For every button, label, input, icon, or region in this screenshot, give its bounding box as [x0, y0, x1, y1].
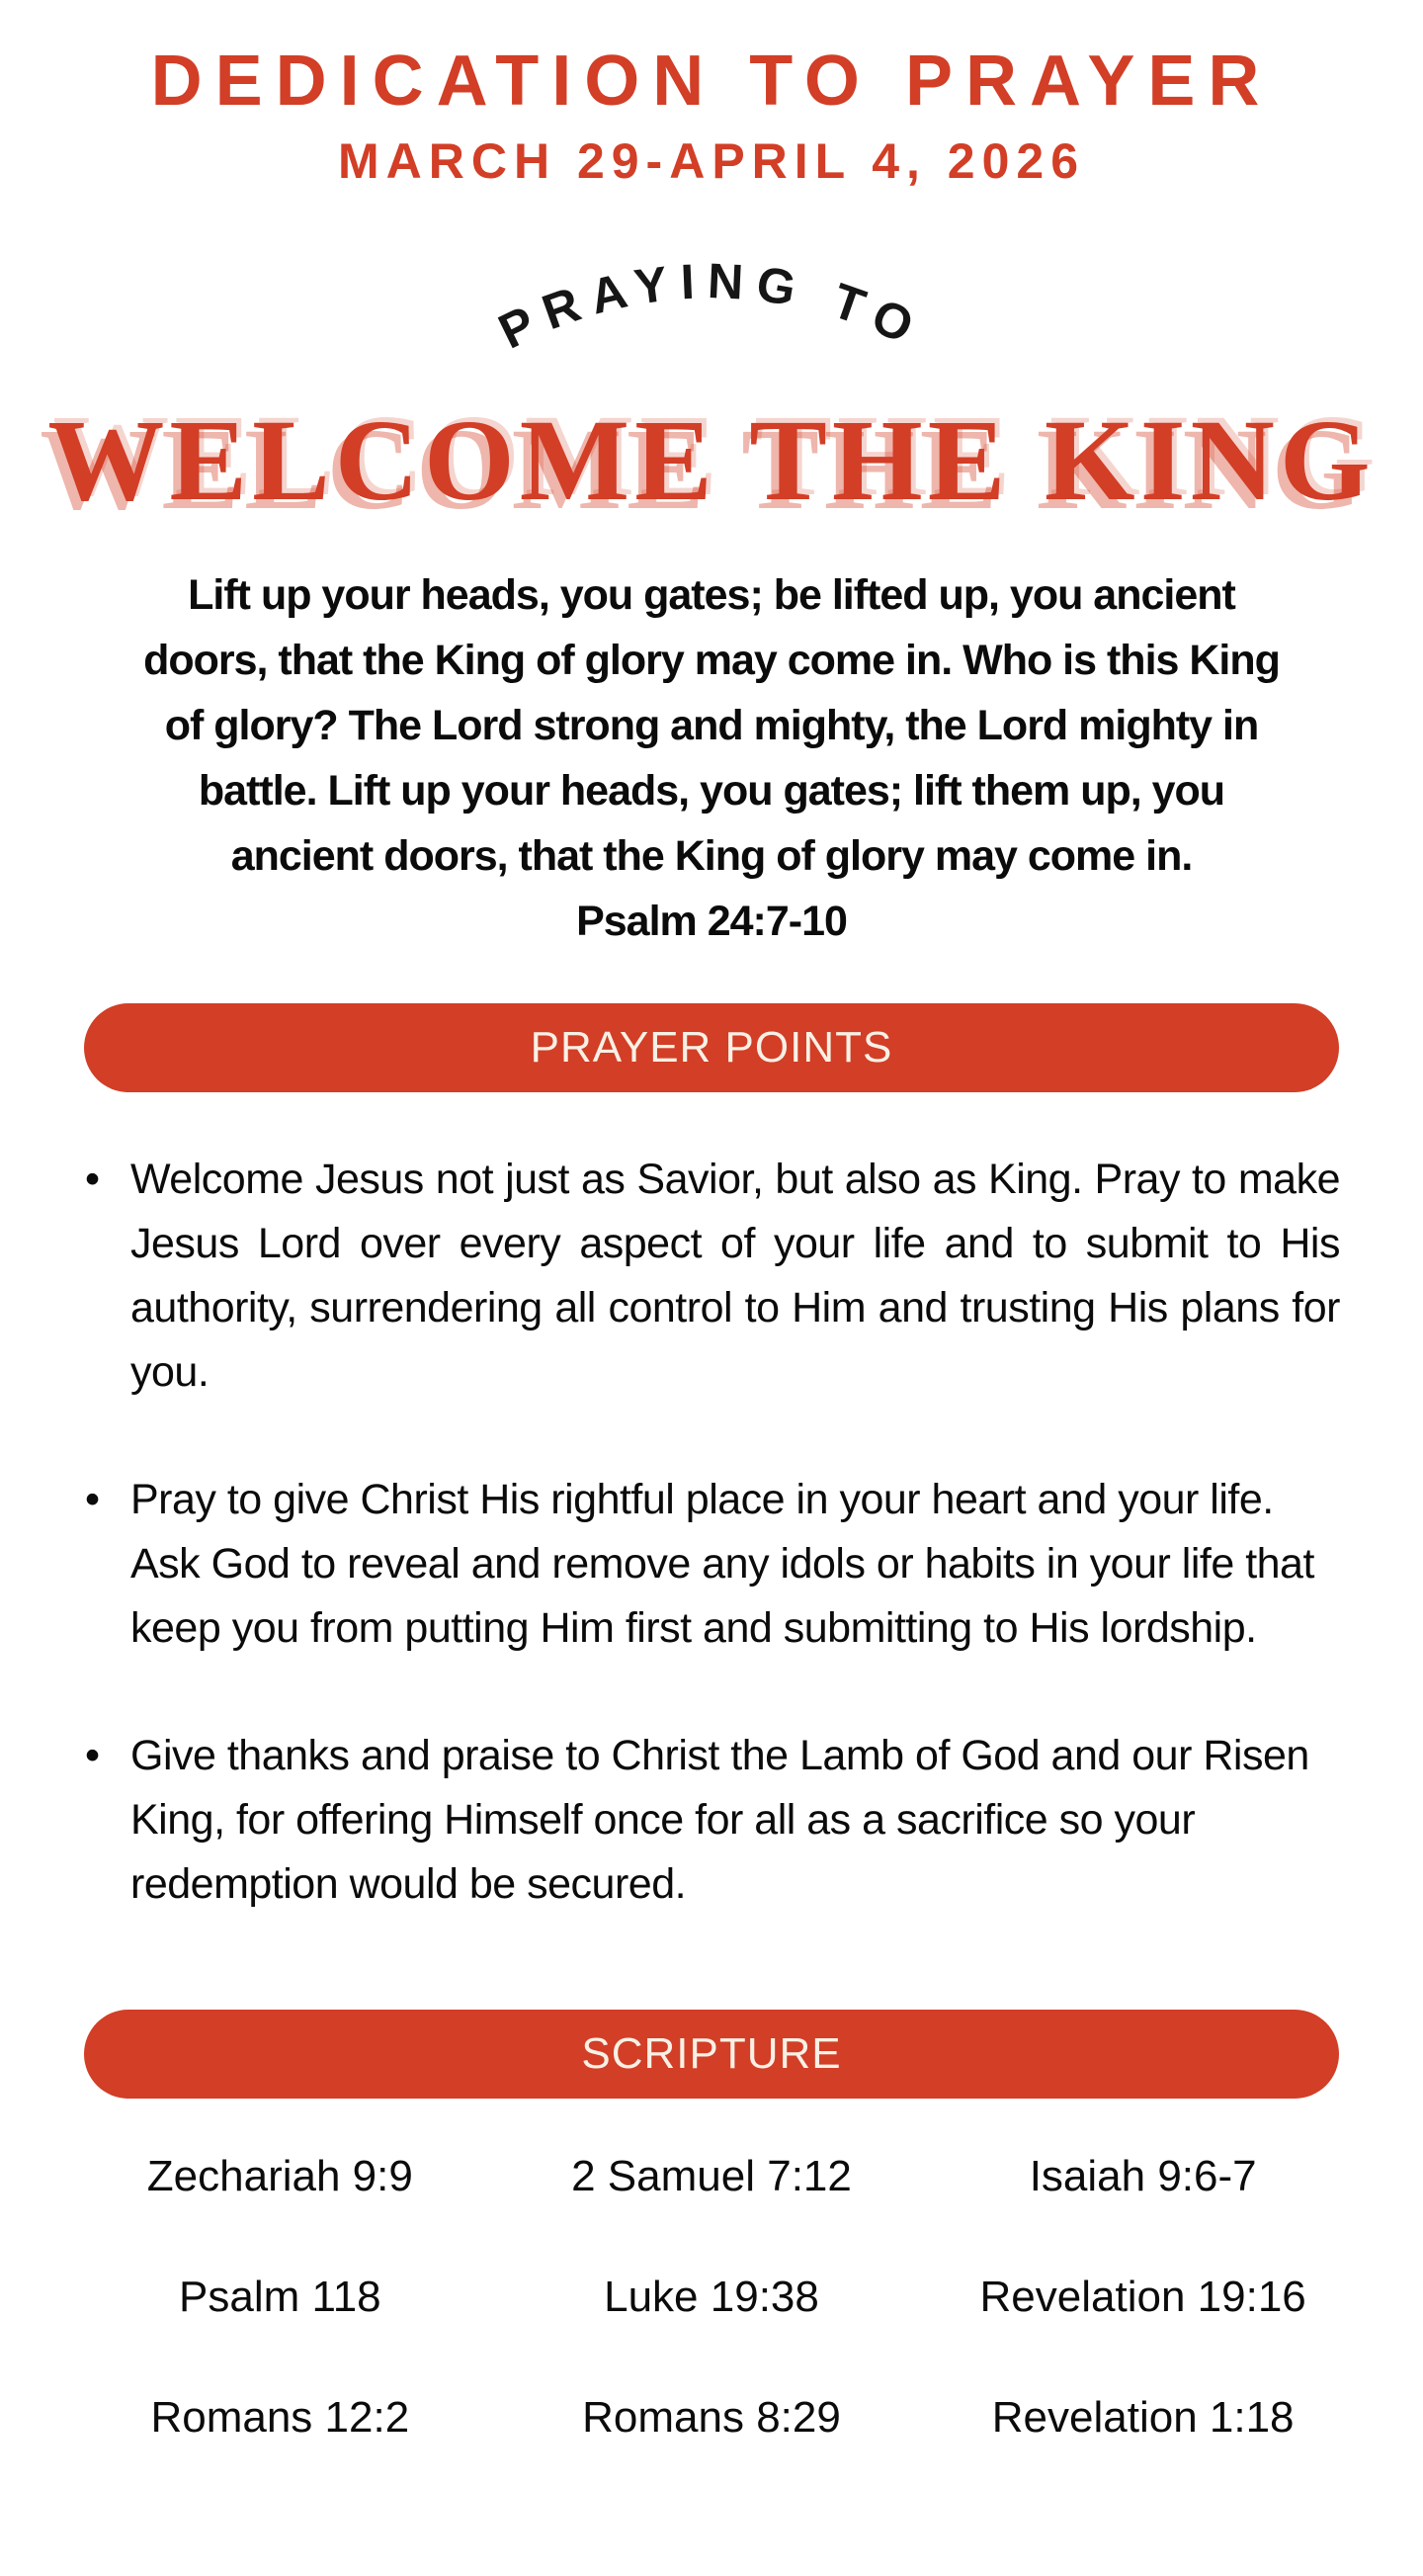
- quote-line: Lift up your heads, you gates; be lifted up, you ancient: [188, 571, 1235, 619]
- scripture-quote: [0, 562, 1423, 954]
- main-heading: WELCOME THE KING: [47, 395, 1376, 525]
- quote-line: ancient doors, that the King of glory may come in.: [230, 832, 1193, 880]
- page-title: DEDICATION TO PRAYER: [150, 42, 1273, 121]
- scripture-ref: Romans 8:29: [582, 2393, 841, 2442]
- page-subtitle: MARCH 29-APRIL 4, 2026: [337, 133, 1086, 189]
- scripture-ref: Luke 19:38: [604, 2273, 819, 2321]
- arc-text: PRAYING TO: [490, 252, 933, 360]
- prayer-points-list: [83, 1148, 1340, 1917]
- scripture-ref: Romans 12:2: [150, 2393, 410, 2442]
- scripture-ref: Revelation 19:16: [979, 2273, 1306, 2321]
- quote-line: battle. Lift up your heads, you gates; lift them up, you: [198, 767, 1225, 815]
- scripture-ref: Zechariah 9:9: [146, 2152, 413, 2200]
- prayer-point-item: • Pray to give Christ His rightful place in your heart and your life. Ask God to reveal and remove any idols or habits in your life that keep you from putting Him first and submitting to His lordship.: [83, 1468, 1340, 1661]
- quote-line: of glory? The Lord strong and mighty, the Lord mighty in: [164, 702, 1259, 749]
- quote-reference: Psalm 24:7-10: [576, 898, 847, 945]
- quote-line: doors, that the King of glory may come in. Who is this King: [143, 637, 1280, 684]
- arched-text-graphic: [385, 214, 1038, 396]
- prayer-points-header-pill: PRAYER POINTS: [84, 1003, 1339, 1092]
- scripture-ref: 2 Samuel 7:12: [571, 2152, 852, 2200]
- scripture-ref: Revelation 1:18: [991, 2393, 1295, 2442]
- scripture-header-pill: SCRIPTURE: [84, 2010, 1339, 2099]
- prayer-point-item: • Give thanks and praise to Christ the Lamb of God and our Risen King, for offering Himself once for all as a sacrifice so your redemption would be secured.: [83, 1724, 1340, 1917]
- scripture-ref: Psalm 118: [179, 2273, 381, 2321]
- scripture-grid: [64, 2152, 1359, 2443]
- svg-text:PRAYING TO: [490, 253, 933, 360]
- scripture-ref: Isaiah 9:6-7: [1029, 2152, 1257, 2200]
- prayer-point-item: • Welcome Jesus not just as Savior, but also as King. Pray to make Jesus Lord over every aspect of your life and to submit to His authority, surrendering all control to Him and trusting His plans for you.: [83, 1148, 1340, 1405]
